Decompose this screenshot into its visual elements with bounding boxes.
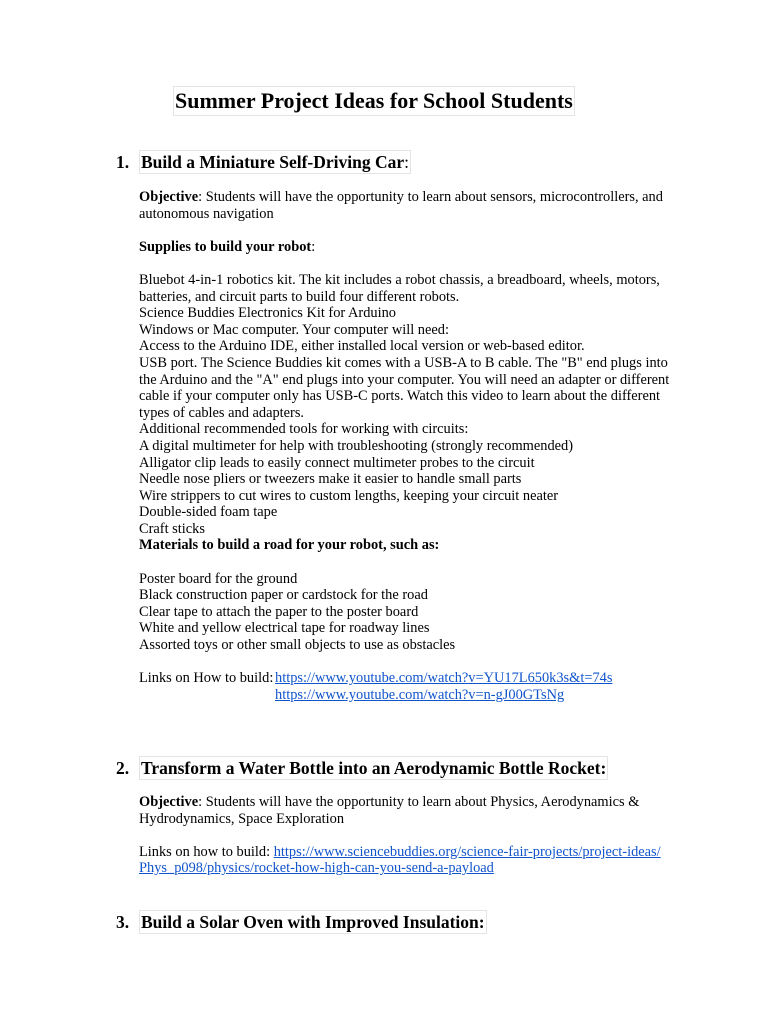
supply-item: Windows or Mac computer. Your computer will need: [139, 321, 449, 338]
section-1-number: 1. [116, 152, 130, 172]
supply-item: Additional recommended tools for working with circuits: [139, 421, 469, 438]
supply-item: Bluebot 4-in-1 robotics kit. The kit includes a robot chassis, a breadboard, wheels, motors, batteries, and circuit parts to build four different robots. [139, 271, 660, 305]
section-2-objective [139, 794, 679, 827]
document-title: Summer Project Ideas for School Students [173, 86, 575, 116]
supplies-label: Supplies to build your robot [139, 238, 312, 255]
links-label: Links on How to build: [139, 670, 274, 687]
supply-item: Wire strippers to cut wires to custom lengths, keeping your circuit neater [139, 487, 559, 504]
section-1-objective [139, 189, 679, 222]
material-item: White and yellow electrical tape for roadway lines [139, 620, 430, 637]
material-item: Assorted toys or other small objects to use as obstacles [139, 637, 456, 654]
section-2-body [139, 794, 679, 877]
sciencebuddies-link-part-2[interactable]: Phys_p098/physics/rocket-how-high-can-you-send-a-payload [139, 860, 494, 877]
section-2-links [139, 844, 679, 877]
objective-label: Objective [139, 189, 199, 205]
supply-item: Alligator clip leads to easily connect multimeter probes to the circuit [139, 454, 535, 471]
supplies-colon: : [311, 238, 316, 255]
section-3-title: Build a Solar Oven with Improved Insulation: [141, 912, 485, 932]
links-list [275, 670, 612, 703]
supply-item: Access to the Arduino IDE, either installed local version or web-based editor. [139, 338, 585, 355]
section-1-title-colon: : [404, 152, 410, 172]
supply-item: Needle nose pliers or tweezers make it easier to handle small parts [139, 471, 522, 488]
section-2-number: 2. [116, 758, 130, 778]
material-item: Black construction paper or cardstock for the road [139, 587, 428, 604]
youtube-link-1[interactable]: https://www.youtube.com/watch?v=YU17L650k3s&t=74s [275, 670, 613, 687]
supply-item: Science Buddies Electronics Kit for Arduino [139, 305, 396, 322]
supplies-heading [139, 239, 679, 256]
objective-text: : Students will have the opportunity to learn about Physics, Aerodynamics & Hydrodynamics, Space Exploration [139, 794, 640, 827]
section-1-title: Build a Miniature Self-Driving Car [141, 152, 405, 172]
supply-item: Craft sticks [139, 520, 205, 537]
objective-text: : Students will have the opportunity to learn about sensors, microcontrollers, and autonomous navigation [139, 189, 663, 222]
material-item: Poster board for the ground [139, 570, 298, 587]
links-label: Links on how to build: [139, 843, 274, 860]
materials-label: Materials to build a road for your robot, such as: [139, 537, 440, 554]
supply-item: A digital multimeter for help with troubleshooting (strongly recommended) [139, 437, 574, 454]
material-item: Clear tape to attach the paper to the poster board [139, 603, 419, 620]
section-3-number: 3. [116, 912, 130, 932]
youtube-link-2[interactable]: https://www.youtube.com/watch?v=n-gJ00GTsNg [275, 686, 565, 703]
sciencebuddies-link-part-1[interactable]: https://www.sciencebuddies.org/science-fair-projects/project-ideas/ [273, 843, 661, 860]
section-1-body [139, 189, 679, 703]
supply-item: Double-sided foam tape [139, 504, 278, 521]
objective-label: Objective [139, 794, 199, 810]
section-2-title: Transform a Water Bottle into an Aerodynamic Bottle Rocket: [141, 758, 607, 778]
materials-heading [139, 537, 679, 554]
section-1-links [139, 670, 679, 703]
supply-item: USB port. The Science Buddies kit comes with a USB-A to B cable. The "B" end plugs into the Arduino and the "A" end plugs into your computer. You will need an adapter or different cable if your computer only has USB-C ports. Watch this video to learn about the different types of cables and adapters. [139, 354, 670, 421]
section-1-title-box [139, 150, 411, 174]
